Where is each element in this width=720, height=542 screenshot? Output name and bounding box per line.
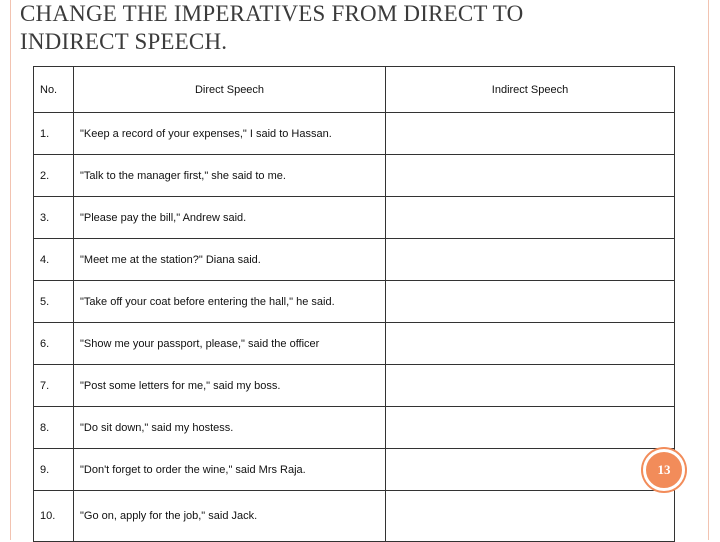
header-direct-speech: Direct Speech: [74, 67, 386, 113]
indirect-speech-cell[interactable]: [386, 323, 675, 365]
indirect-speech-cell[interactable]: [386, 281, 675, 323]
table-row: [34, 449, 675, 491]
table-header-row: [34, 67, 675, 113]
row-number: 10.: [34, 491, 74, 542]
direct-speech-cell: "Do sit down," said my hostess.: [74, 407, 386, 449]
indirect-speech-cell[interactable]: [386, 407, 675, 449]
slide-frame-left-line: [10, 0, 11, 540]
row-number: 8.: [34, 407, 74, 449]
table-row: [34, 113, 675, 155]
direct-speech-cell: "Don't forget to order the wine," said Mrs Raja.: [74, 449, 386, 491]
table-row: [34, 197, 675, 239]
indirect-speech-cell[interactable]: [386, 449, 675, 491]
indirect-speech-cell[interactable]: [386, 197, 675, 239]
direct-speech-cell: "Meet me at the station?" Diana said.: [74, 239, 386, 281]
table-row: [34, 281, 675, 323]
direct-speech-cell: "Please pay the bill," Andrew said.: [74, 197, 386, 239]
direct-speech-cell: "Take off your coat before entering the hall," he said.: [74, 281, 386, 323]
row-number: 3.: [34, 197, 74, 239]
direct-speech-cell: "Post some letters for me," said my boss.: [74, 365, 386, 407]
slide-frame-right-line: [708, 0, 709, 540]
direct-speech-cell: "Show me your passport, please," said the officer: [74, 323, 386, 365]
slide-title-line-2: INDIRECT SPEECH.: [20, 29, 228, 54]
indirect-speech-cell[interactable]: [386, 239, 675, 281]
row-number: 4.: [34, 239, 74, 281]
table-row: [34, 239, 675, 281]
indirect-speech-cell[interactable]: [386, 491, 675, 542]
row-number: 9.: [34, 449, 74, 491]
table-row: [34, 491, 675, 542]
indirect-speech-cell[interactable]: [386, 365, 675, 407]
slide-title-line-1: CHANGE THE IMPERATIVES FROM DIRECT TO: [20, 1, 524, 26]
indirect-speech-cell[interactable]: [386, 113, 675, 155]
row-number: 5.: [34, 281, 74, 323]
page-number-badge: 13: [643, 449, 685, 491]
row-number: 1.: [34, 113, 74, 155]
row-number: 2.: [34, 155, 74, 197]
table-row: [34, 407, 675, 449]
table-row: [34, 365, 675, 407]
row-number: 6.: [34, 323, 74, 365]
header-indirect-speech: Indirect Speech: [386, 67, 675, 113]
header-no: No.: [34, 67, 74, 113]
speech-table: [33, 66, 675, 542]
indirect-speech-cell[interactable]: [386, 155, 675, 197]
row-number: 7.: [34, 365, 74, 407]
direct-speech-cell: "Keep a record of your expenses," I said to Hassan.: [74, 113, 386, 155]
direct-speech-cell: "Talk to the manager first," she said to me.: [74, 155, 386, 197]
table-row: [34, 155, 675, 197]
direct-speech-cell: "Go on, apply for the job," said Jack.: [74, 491, 386, 542]
table-row: [34, 323, 675, 365]
slide-title: [20, 0, 680, 56]
